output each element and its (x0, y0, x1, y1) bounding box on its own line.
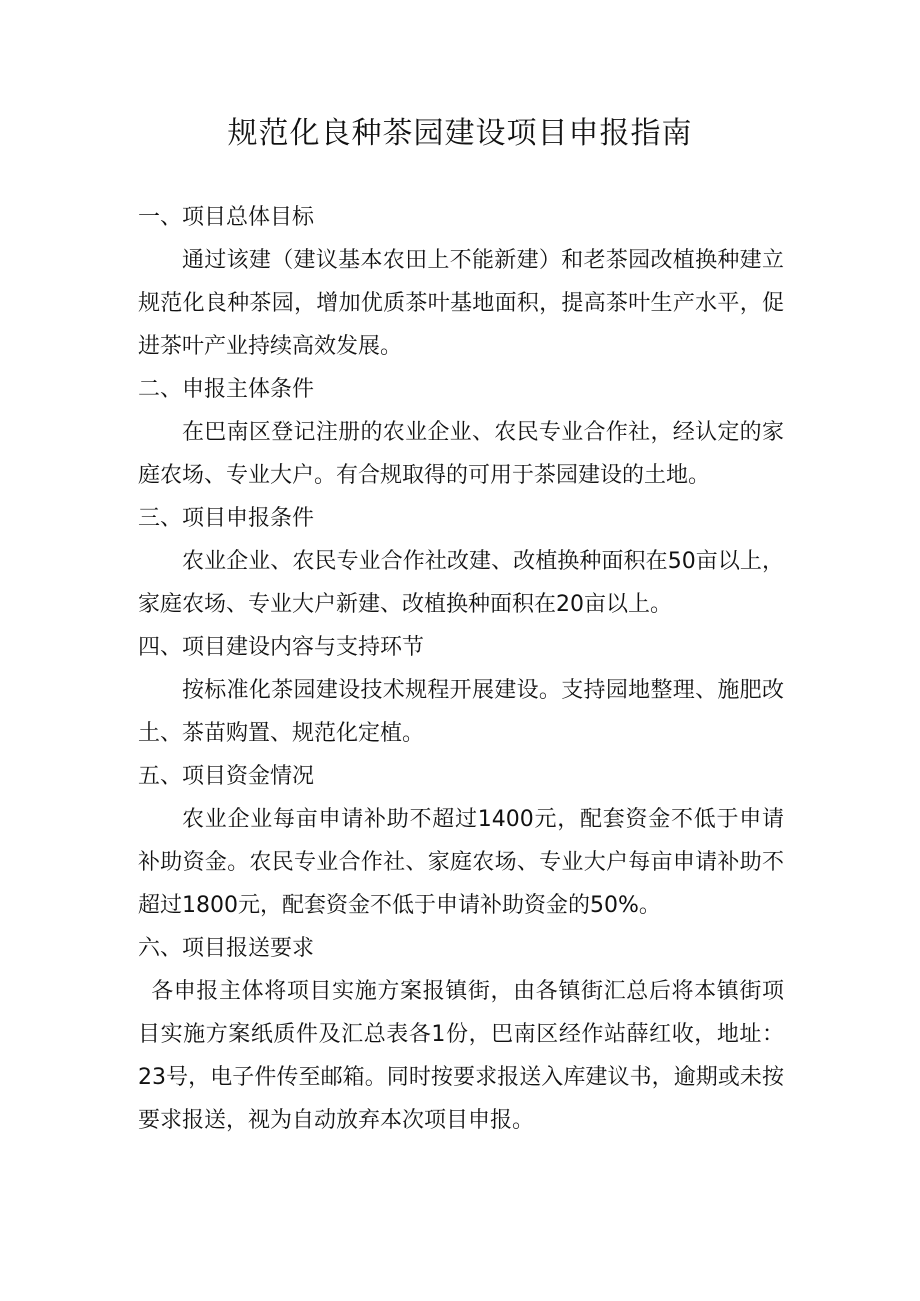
section-heading-3: 三、项目申报条件 (138, 506, 315, 531)
section-body-6: 各申报主体将项目实施方案报镇街，由各镇街汇总后将本镇街项目实施方案纸质件及汇总表各1份，巴南区经作站薛红收，地址：23号，电子件传至邮箱。同时按要求报送入库建议书，逾期或未按要求报送，视为自动放弃本次项目申报。 (138, 979, 784, 1133)
section-heading-1: 一、项目总体目标 (138, 205, 315, 230)
document-title: 规范化良种茶园建设项目申报指南 (227, 116, 693, 151)
section-body-1: 通过该建（建议基本农田上不能新建）和老茶园改植换种建立规范化良种茶园，增加优质茶叶基地面积，提高茶叶生产水平，促进茶叶产业持续高效发展。 (138, 248, 784, 359)
document-body (138, 196, 784, 1142)
section-body-4: 按标准化茶园建设技术规程开展建设。支持园地整理、施肥改土、茶苗购置、规范化定植。 (138, 678, 784, 746)
section-heading-4: 四、项目建设内容与支持环节 (138, 635, 425, 660)
section-heading-2: 二、申报主体条件 (138, 377, 315, 402)
section-heading-6: 六、项目报送要求 (138, 936, 315, 961)
section-body-5: 农业企业每亩申请补助不超过1400元，配套资金不低于申请补助资金。农民专业合作社、家庭农场、专业大户每亩申请补助不超过1800元，配套资金不低于申请补助资金的50%。 (138, 807, 784, 918)
section-body-2: 在巴南区登记注册的农业企业、农民专业合作社，经认定的家庭农场、专业大户。有合规取得的可用于茶园建设的土地。 (138, 420, 784, 488)
section-heading-5: 五、项目资金情况 (138, 764, 315, 789)
section-body-3: 农业企业、农民专业合作社改建、改植换种面积在50亩以上，家庭农场、专业大户新建、改植换种面积在20亩以上。 (138, 549, 784, 617)
